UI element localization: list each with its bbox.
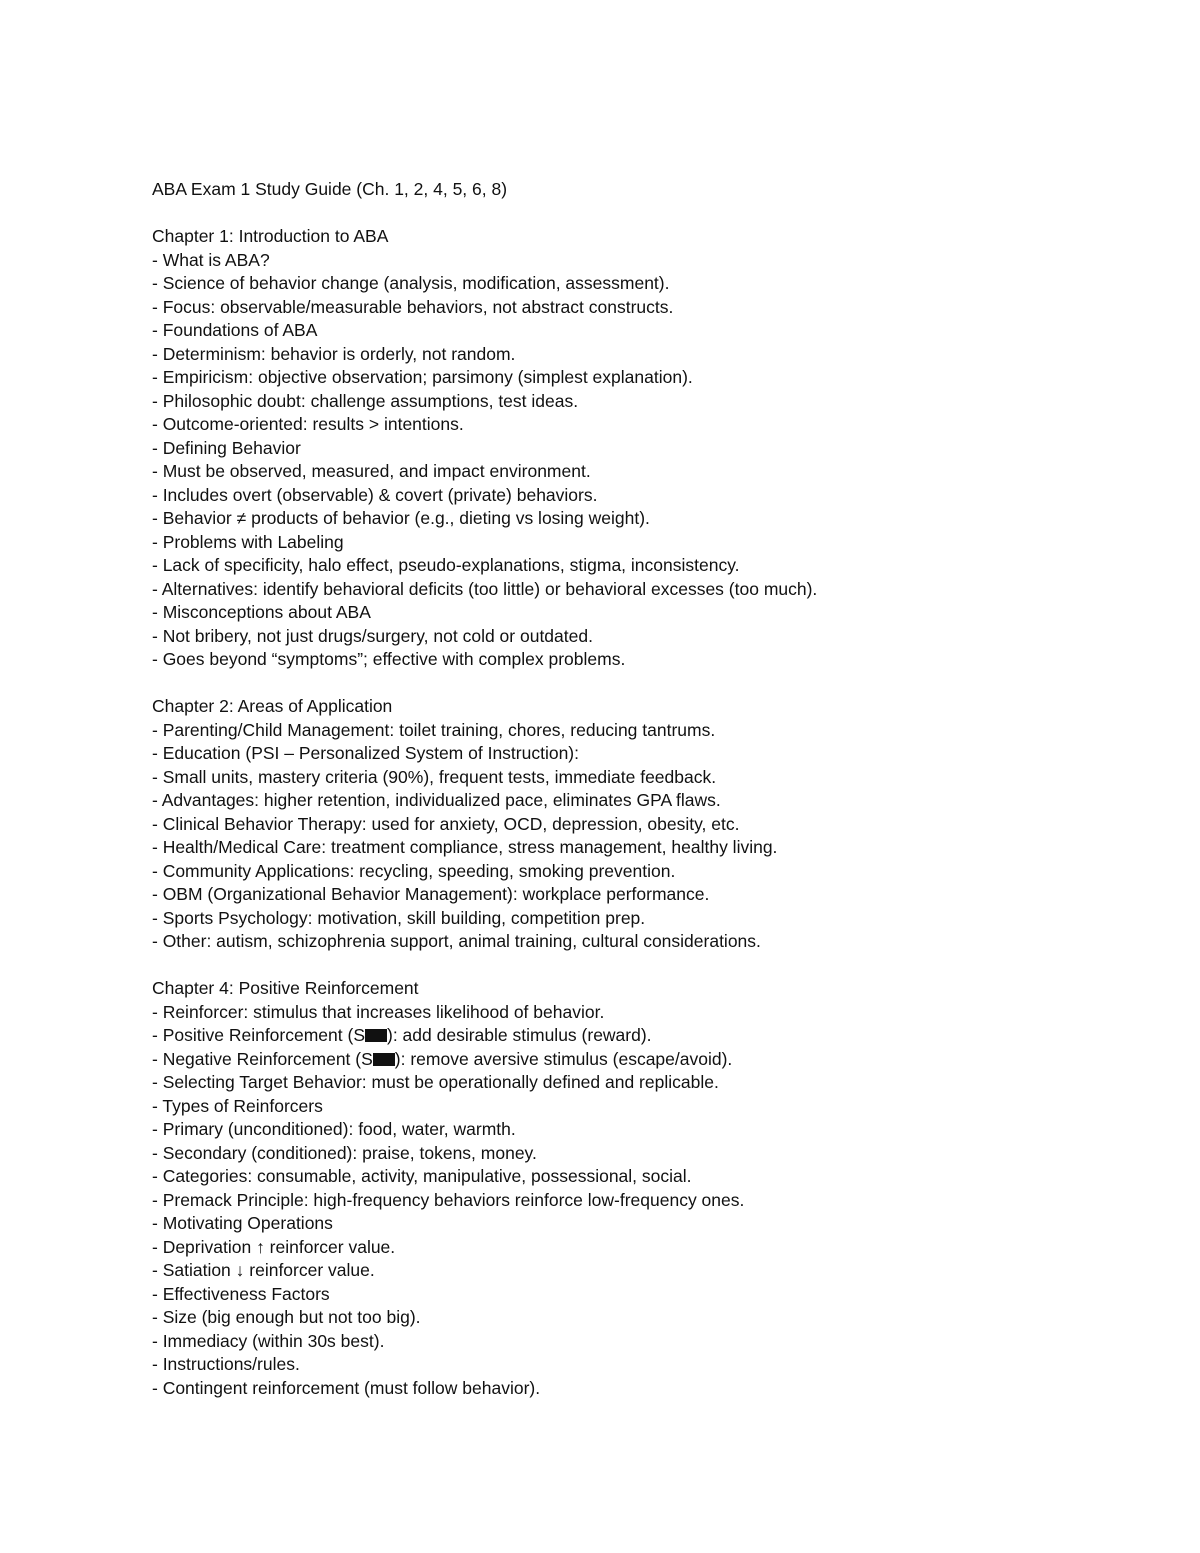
ch1-line: - Foundations of ABA	[152, 320, 318, 340]
line-text: ): remove aversive stimulus (escape/avoid).	[394, 1048, 733, 1069]
line-text: - Negative Reinforcement (S	[152, 1048, 373, 1069]
ch2-line: - Small units, mastery criteria (90%), frequent tests, immediate feedback.	[152, 766, 717, 787]
section-gap	[152, 672, 1152, 696]
line-text: - Positive Reinforcement (S	[152, 1025, 365, 1045]
ch4-line-negative-reinforcement	[152, 1048, 1152, 1072]
section-gap	[152, 202, 1152, 226]
ch4-line: - Categories: consumable, activity, manipulative, possessional, social.	[152, 1166, 692, 1186]
ch1-line: - Alternatives: identify behavioral deficits (too little) or behavioral excesses (too much).	[152, 578, 818, 599]
ch4-line: - Satiation ↓ reinforcer value.	[152, 1260, 375, 1280]
ch1-line: - Not bribery, not just drugs/surgery, not cold or outdated.	[152, 625, 593, 646]
chapter-1-heading: Chapter 1: Introduction to ABA	[152, 226, 389, 246]
ch1-line: - Science of behavior change (analysis, modification, assessment).	[152, 273, 670, 293]
ch2-line: - Community Applications: recycling, speeding, smoking prevention.	[152, 860, 676, 881]
ch1-line: - Focus: observable/measurable behaviors, not abstract constructs.	[152, 296, 674, 317]
ch4-line: - Deprivation ↑ reinforcer value.	[152, 1236, 396, 1257]
ch2-line: - OBM (Organizational Behavior Management): workplace performance.	[152, 884, 710, 904]
ch4-line: - Reinforcer: stimulus that increases likelihood of behavior.	[152, 1001, 605, 1022]
ch1-line: - What is ABA?	[152, 249, 270, 270]
ch1-line: - Behavior ≠ products of behavior (e.g., dieting vs losing weight).	[152, 508, 650, 528]
ch2-line: - Sports Psychology: motivation, skill building, competition prep.	[152, 907, 646, 928]
chapter-2-heading: Chapter 2: Areas of Application	[152, 696, 393, 716]
ch1-line: - Defining Behavior	[152, 437, 301, 458]
ch4-line: - Secondary (conditioned): praise, tokens, money.	[152, 1142, 537, 1163]
ch4-line: - Instructions/rules.	[152, 1354, 300, 1374]
ch2-line: - Education (PSI – Personalized System of Instruction):	[152, 743, 579, 763]
ch1-line: - Outcome-oriented: results > intentions.	[152, 414, 464, 434]
ch1-line: - Determinism: behavior is orderly, not random.	[152, 343, 516, 364]
ch1-line: - Problems with Labeling	[152, 531, 344, 552]
ch1-line: - Goes beyond “symptoms”; effective with complex problems.	[152, 649, 626, 669]
redacted-superscript-block	[373, 1053, 395, 1066]
ch1-line: - Philosophic doubt: challenge assumptions, test ideas.	[152, 390, 579, 411]
document-title: ABA Exam 1 Study Guide (Ch. 1, 2, 4, 5, 6, 8)	[152, 179, 508, 199]
redacted-superscript-block	[365, 1029, 387, 1042]
ch1-line: - Lack of specificity, halo effect, pseudo-explanations, stigma, inconsistency.	[152, 555, 740, 575]
ch2-line: - Clinical Behavior Therapy: used for anxiety, OCD, depression, obesity, etc.	[152, 813, 740, 834]
ch4-line-positive-reinforcement	[152, 1024, 1152, 1048]
ch2-line: - Other: autism, schizophrenia support, animal training, cultural considerations.	[152, 931, 761, 951]
ch4-line: - Selecting Target Behavior: must be operationally defined and replicable.	[152, 1072, 719, 1092]
ch4-line: - Motivating Operations	[152, 1213, 333, 1233]
ch4-line: - Size (big enough but not too big).	[152, 1307, 421, 1327]
section-gap	[152, 954, 1152, 978]
ch4-line: - Contingent reinforcement (must follow behavior).	[152, 1377, 541, 1398]
ch4-line: - Premack Principle: high-frequency behaviors reinforce low-frequency ones.	[152, 1189, 745, 1210]
ch2-line: - Advantages: higher retention, individualized pace, eliminates GPA flaws.	[152, 790, 721, 810]
ch4-line: - Types of Reinforcers	[152, 1095, 323, 1116]
ch1-line: - Misconceptions about ABA	[152, 602, 371, 622]
ch4-line: - Effectiveness Factors	[152, 1283, 330, 1304]
line-text: ): add desirable stimulus (reward).	[387, 1025, 652, 1045]
chapter-4-heading: Chapter 4: Positive Reinforcement	[152, 978, 419, 998]
ch4-line: - Immediacy (within 30s best).	[152, 1330, 385, 1351]
ch1-line: - Empiricism: objective observation; parsimony (simplest explanation).	[152, 367, 693, 387]
ch1-line: - Includes overt (observable) & covert (private) behaviors.	[152, 484, 598, 505]
ch2-line: - Health/Medical Care: treatment compliance, stress management, healthy living.	[152, 837, 778, 857]
study-guide-page	[152, 178, 1152, 1400]
ch1-line: - Must be observed, measured, and impact environment.	[152, 461, 591, 481]
ch4-line: - Primary (unconditioned): food, water, warmth.	[152, 1119, 516, 1139]
ch2-line: - Parenting/Child Management: toilet training, chores, reducing tantrums.	[152, 719, 716, 740]
